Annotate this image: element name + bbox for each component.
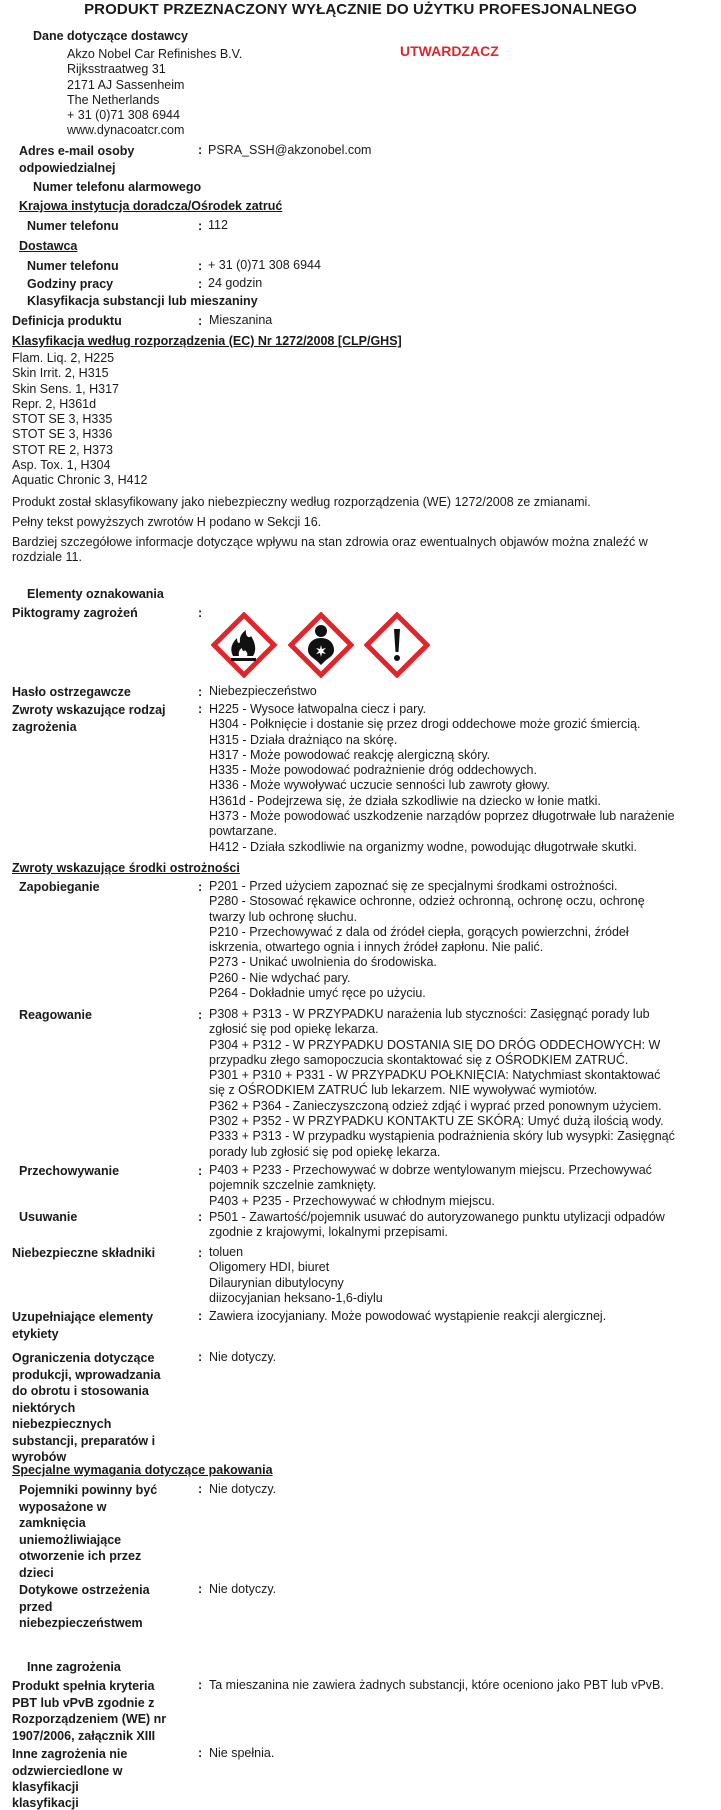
regulation-heading: Klasyfikacja według rozporządzenia (EC) Nr 1272/2008 [CLP/GHS] [12, 334, 402, 348]
address-line: + 31 (0)71 308 6944 [67, 108, 180, 123]
label-line: Dotykowe ostrzeżenia [19, 1583, 150, 1597]
label-line: wyrobów [12, 1450, 67, 1464]
colon: : [198, 702, 203, 716]
response-line: P301 + P310 + P331 - W PRZYPADKU POŁKNIĘCIA: Natychmiast skontaktować [209, 1068, 661, 1083]
label-line: otworzenie ich przez [19, 1549, 142, 1563]
address-line: Rijksstraatweg 31 [67, 62, 166, 77]
colon: : [198, 1746, 203, 1760]
other-hazards-heading: Inne zagrożenia [27, 1660, 121, 1674]
supplier-subheading: Dostawca [19, 239, 78, 253]
packaging-heading: Specjalne wymagania dotyczące pakowania [12, 1463, 273, 1477]
label-line: 1907/2006, załącznik XIII [12, 1728, 156, 1743]
colon: : [198, 1210, 203, 1224]
prevention-label: Zapobieganie [19, 880, 100, 894]
note-line: rozdziale 11. [12, 550, 82, 565]
national-phone-label: Numer telefonu [27, 219, 119, 233]
label-line: wyposażone w [19, 1499, 107, 1514]
classification-item: STOT SE 3, H336 [12, 427, 113, 442]
response-line: P333 + P313 - W przypadku wystąpienia podrażnienia skóry lub wysypki: Zasięgnąć [209, 1129, 675, 1144]
note-line: Bardziej szczegółowe informacje dotyczące wpływu na stan zdrowia oraz ewentualnych objawów można znaleźć w [12, 535, 648, 549]
colon: : [198, 685, 203, 699]
hazard-line: H304 - Połknięcie i dostanie się przez drogi oddechowe może grozić śmiercią. [209, 717, 641, 732]
email-label-line: Adres e-mail osoby [19, 144, 135, 158]
prevention-line: P201 - Przed użyciem zapoznać się ze specjalnymi środkami ostrożności. [209, 879, 618, 893]
colon: : [198, 1582, 203, 1596]
prevention-line: iskrzenia, otwartego ognia i innych źródeł zapłonu. Nie palić. [209, 940, 544, 955]
classification-list [12, 351, 148, 489]
supplemental-label [12, 1309, 153, 1342]
classification-item: Asp. Tox. 1, H304 [12, 458, 111, 473]
colon: : [198, 1008, 203, 1022]
colon: : [198, 277, 203, 291]
prevention-line: P210 - Przechowywać z dala od źródeł ciepła, gorących powierzchni, źródeł [209, 924, 629, 939]
disposal-label: Usuwanie [19, 1210, 78, 1224]
storage-label: Przechowywanie [19, 1164, 120, 1178]
label-line: przed [19, 1599, 53, 1614]
label-line: zamknięcia [19, 1516, 86, 1530]
ingredient: toluen [209, 1245, 244, 1259]
label-line: etykiety [12, 1326, 59, 1341]
signal-word-value: Niebezpieczeństwo [209, 684, 317, 698]
classification-item: STOT SE 3, H335 [12, 412, 113, 427]
label-line: Zwroty wskazujące rodzaj [12, 703, 166, 717]
national-phone-value: 112 [208, 218, 228, 232]
ingredient: Oligomery HDI, biuret [209, 1260, 330, 1275]
prevention-line: twarzy lub ochronę słuchu. [209, 909, 357, 924]
other-hazards-label [12, 1746, 127, 1796]
product-type-label: UTWARDZACZ [400, 43, 499, 59]
hazard-line: H317 - Może powodować reakcję alergiczną skóry. [209, 747, 491, 762]
colon: : [198, 219, 203, 233]
address-line: The Netherlands [67, 92, 160, 107]
response-line: P302 + P352 - W PRZYPADKU KONTAKTU ZE SKÓRĄ: Umyć dużą ilością wody. [209, 1114, 664, 1129]
hazard-line: H336 - Może wywoływać uczucie senności lub zawroty głowy. [209, 778, 550, 793]
supplier-phone-value: + 31 (0)71 308 6944 [208, 258, 321, 272]
label-line: produkcji, wprowadzania [12, 1367, 161, 1382]
storage-line: P403 + P235 - Przechowywać w chłodnym miejscu. [209, 1193, 495, 1208]
label-line: niebezpiecznych [12, 1417, 112, 1431]
exclamation-icon [364, 612, 430, 678]
prevention-line: P280 - Stosować rękawice ochronne, odzież ochronną, ochronę oczu, ochronę [209, 894, 645, 909]
pictograms-label: Piktogramy zagrożeń [12, 606, 138, 620]
restrictions-label [12, 1350, 161, 1466]
response-line: zgłosić się pod opiekę lekarza. [209, 1022, 379, 1037]
label-line: dzieci [19, 1565, 54, 1580]
address-website[interactable]: www.dynacoatcr.com [67, 123, 185, 138]
flame-icon [211, 612, 277, 678]
label-line: PBT lub vPvB zgodnie z [12, 1695, 155, 1710]
response-line: przypadku złego samopoczucia skontaktować się z OŚRODKIEM ZATRUĆ. [209, 1052, 629, 1067]
definition-label: Definicja produktu [12, 314, 122, 328]
label-line: Uzupełniające elementy [12, 1310, 154, 1324]
label-line: odzwierciedlone w [12, 1763, 123, 1778]
colon: : [198, 259, 203, 273]
ingredient: Dilaurynian dibutylocyny [209, 1275, 344, 1290]
email-label [19, 143, 134, 176]
prevention-line: P264 - Dokładnie umyć ręce po użyciu. [209, 986, 426, 1001]
signal-word-label: Hasło ostrzegawcze [12, 685, 131, 699]
hours-label: Godziny pracy [27, 277, 114, 291]
ingredients-list [209, 1245, 383, 1306]
label-line: Ograniczenia dotyczące [12, 1351, 155, 1365]
response-line: się z OŚRODKIEM ZATRUĆ lub lekarzem. NIE wywoływać wymiotów. [209, 1083, 598, 1098]
supplier-heading: Dane dotyczące dostawcy [33, 29, 188, 43]
hazard-statements-label [12, 702, 166, 735]
hazard-line: H373 - Może powodować uszkodzenie narządów poprzez długotrwałe lub narażenie [209, 809, 675, 824]
colon: : [198, 1246, 203, 1260]
label-line: klasyfikacji [12, 1780, 79, 1794]
classification-heading: Klasyfikacja substancji lub mieszaniny [27, 294, 258, 308]
storage-line: P403 + P233 - Przechowywać w dobrze wentylowanym miejscu. Przechowywać [209, 1163, 652, 1177]
email-value[interactable]: PSRA_SSH@akzonobel.com [208, 143, 372, 157]
label-line: Rozporządzeniem (WE) nr [12, 1712, 167, 1726]
colon: : [198, 143, 203, 157]
classification-item: STOT RE 2, H373 [12, 442, 113, 457]
colon: : [198, 1678, 203, 1692]
response-label: Reagowanie [19, 1008, 92, 1022]
restrictions-value: Nie dotyczy. [209, 1350, 277, 1364]
hours-value: 24 godzin [208, 276, 263, 290]
label-line: Inne zagrożenia nie [12, 1747, 128, 1761]
supplier-phone-label: Numer telefonu [27, 259, 119, 273]
child-resistant-label [19, 1482, 157, 1581]
prevention-line: P260 - Nie wdychać pary. [209, 970, 351, 985]
disposal-line: zgodnie z krajowymi, lokalnymi przepisami. [209, 1225, 448, 1240]
classification-item: Aquatic Chronic 3, H412 [12, 473, 148, 488]
classification-note: Pełny tekst powyższych zwrotów H podano w Sekcji 16. [12, 515, 322, 529]
labelling-heading: Elementy oznakowania [27, 587, 164, 601]
hazard-line: H315 - Działa drażniąco na skórę. [209, 732, 398, 747]
other-hazards-value: Nie spełnia. [209, 1746, 275, 1760]
response-line: porady lub zgłosić się pod opiekę lekarza. [209, 1144, 441, 1159]
disposal-statements [209, 1210, 665, 1241]
hazard-statements [209, 702, 675, 855]
colon: : [198, 606, 203, 620]
prevention-line: P273 - Unikać uwolnienia do środowiska. [209, 955, 437, 970]
hazard-line: H225 - Wysoce łatwopalna ciecz i pary. [209, 702, 427, 716]
tactile-warning-value: Nie dotyczy. [209, 1582, 277, 1596]
address-line: 2171 AJ Sassenheim [67, 77, 185, 92]
emergency-heading: Numer telefonu alarmowego [33, 180, 202, 194]
label-line: niektórych [12, 1400, 76, 1415]
label-line: substancji, preparatów i [12, 1433, 156, 1448]
storage-line: pojemnik szczelnie zamknięty. [209, 1178, 377, 1193]
prevention-statements [209, 879, 645, 1001]
classification-note: Produkt został sklasyfikowany jako niebezpieczny według rozporządzenia (WE) 1272/2008 ze zmianami. [12, 495, 591, 509]
pbt-label [12, 1678, 166, 1744]
label-line: niebezpieczeństwem [19, 1616, 143, 1630]
classification-note [12, 535, 648, 566]
page-title: PRODUKT PRZEZNACZONY WYŁĄCZNIE DO UŻYTKU PROFESJONALNEGO [84, 1, 637, 18]
health-hazard-icon [288, 612, 354, 678]
label-line: Produkt spełnia kryteria [12, 1679, 155, 1693]
definition-value: Mieszanina [209, 313, 273, 327]
label-line: zagrożenia [12, 719, 77, 734]
supplier-address [67, 47, 242, 139]
email-label-line: odpowiedzialnej [19, 160, 116, 175]
response-statements [209, 1007, 675, 1160]
ingredients-label: Niebezpieczne składniki [12, 1246, 156, 1260]
colon: : [198, 1164, 203, 1178]
ingredient: diizocyjanian heksano-1,6-diylu [209, 1290, 383, 1305]
hazard-line: powtarzane. [209, 824, 278, 839]
hazard-line: H335 - Może powodować podrażnienie dróg oddechowych. [209, 763, 537, 778]
trailing-text: klasyfikacji [12, 1796, 79, 1810]
classification-item: Repr. 2, H361d [12, 396, 97, 411]
hazard-line: H361d - Podejrzewa się, że działa szkodliwie na dziecko w łonie matki. [209, 793, 601, 808]
colon: : [198, 1350, 203, 1364]
response-line: P362 + P364 - Zanieczyszczoną odzież zdjąć i wyprać przed ponownym użyciem. [209, 1098, 662, 1113]
label-line: uniemożliwiające [19, 1532, 122, 1547]
label-line: Pojemniki powinny być [19, 1483, 158, 1497]
storage-statements [209, 1163, 652, 1209]
address-line: Akzo Nobel Car Refinishes B.V. [67, 47, 243, 61]
classification-item: Flam. Liq. 2, H225 [12, 351, 115, 365]
disposal-line: P501 - Zawartość/pojemnik usuwać do autoryzowanego punktu utylizacji odpadów [209, 1210, 665, 1224]
classification-item: Skin Irrit. 2, H315 [12, 366, 109, 381]
label-line: do obrotu i stosowania [12, 1384, 149, 1398]
supplemental-value: Zawiera izocyjaniany. Może powodować wystąpienie reakcji alergicznej. [209, 1309, 607, 1323]
colon: : [198, 1482, 203, 1496]
child-resistant-value: Nie dotyczy. [209, 1482, 277, 1496]
pbt-value: Ta mieszanina nie zawiera żadnych substancji, które oceniono jako PBT lub vPvB. [209, 1678, 664, 1692]
tactile-warning-label [19, 1582, 150, 1632]
classification-item: Skin Sens. 1, H317 [12, 381, 120, 396]
colon: : [198, 1309, 203, 1323]
response-line: P304 + P312 - W PRZYPADKU DOSTANIA SIĘ DO DRÓG ODDECHOWYCH: W [209, 1037, 661, 1052]
hazard-line: H412 - Działa szkodliwie na organizmy wodne, powodując długotrwałe skutki. [209, 839, 637, 854]
national-heading: Krajowa instytucja doradcza/Ośrodek zatruć [19, 199, 283, 213]
precautionary-heading: Zwroty wskazujące środki ostrożności [12, 861, 240, 875]
colon: : [198, 314, 203, 328]
response-line: P308 + P313 - W PRZYPADKU narażenia lub styczności: Zasięgnąć porady lub [209, 1007, 650, 1021]
colon: : [198, 880, 203, 894]
